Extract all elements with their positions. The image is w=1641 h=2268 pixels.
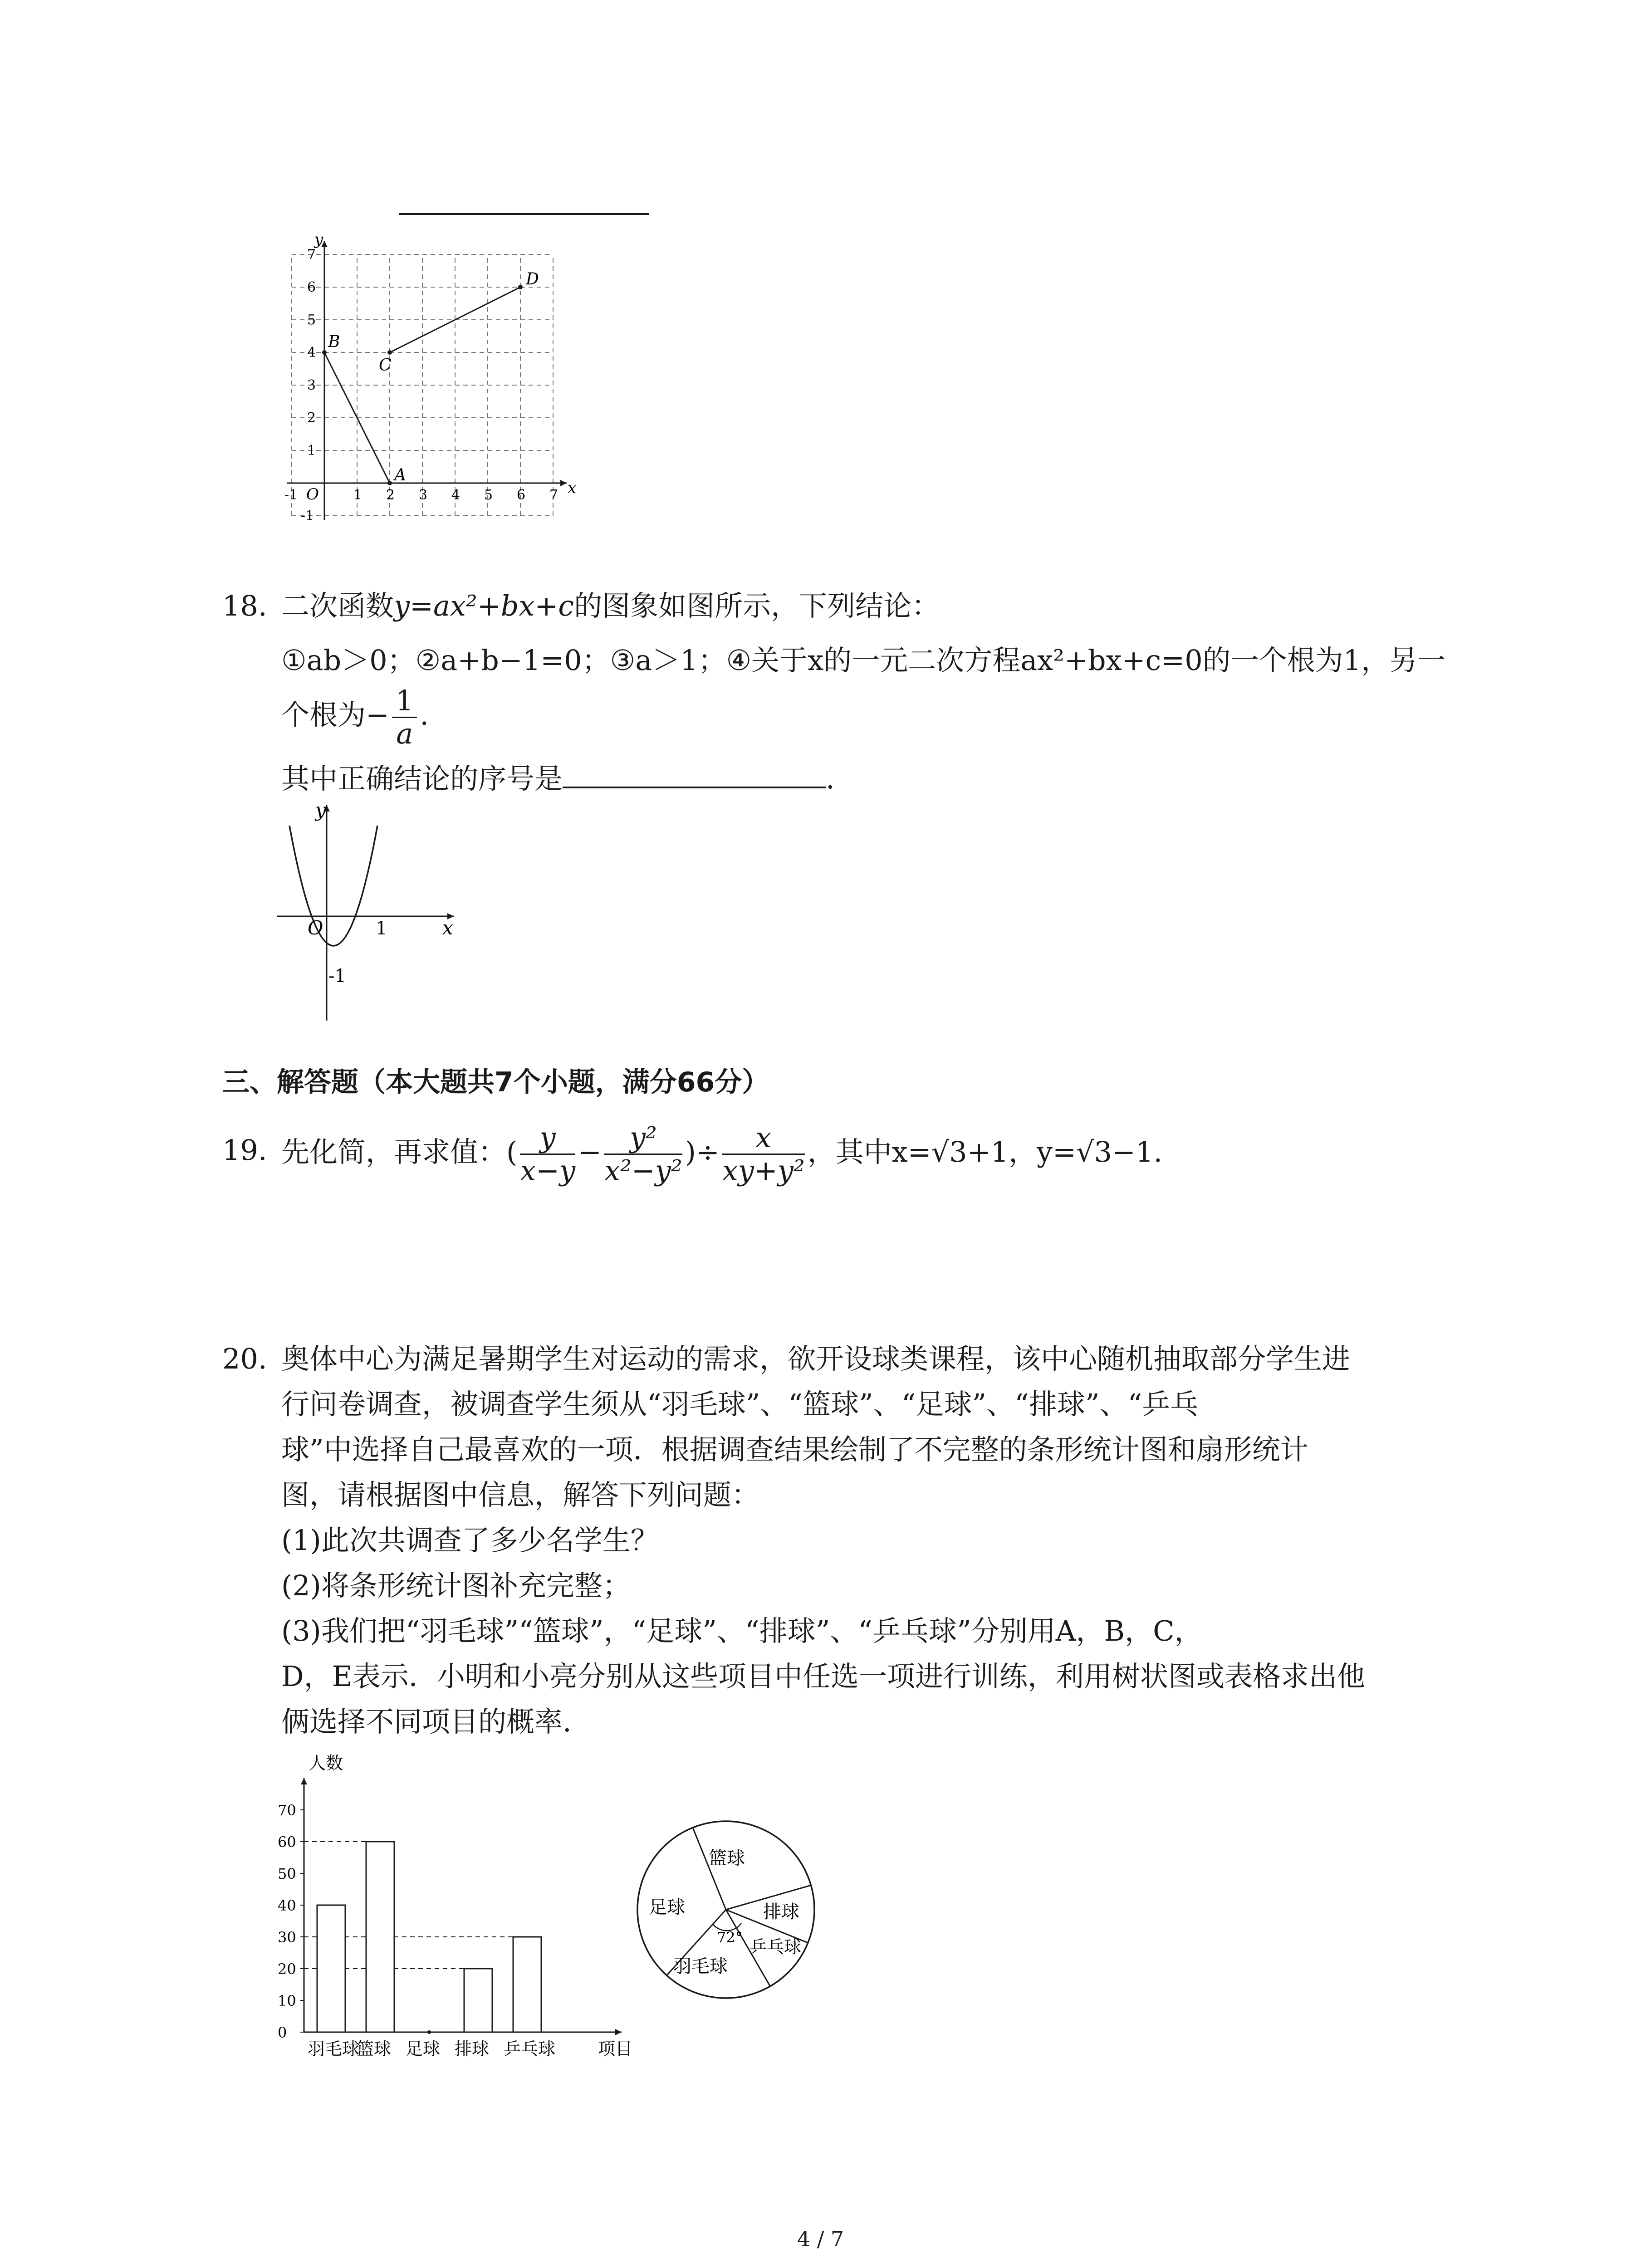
q19-fraction-1 [520, 1122, 575, 1187]
q20-line-1: 奥体中心为满足暑期学生对运动的需求，欲开设球类课程，该中心随机抽取部分学生进 [281, 1342, 1351, 1375]
bar-chart-categories [308, 2039, 555, 2059]
q18-number: 18. [222, 589, 267, 622]
q17-y-tick: 5 [307, 312, 316, 328]
q19-f3-den: xy+y² [722, 1154, 805, 1188]
pie-angle-label: 72° [717, 1929, 743, 1946]
bar-y-tick: 30 [278, 1929, 296, 1946]
q17-origin-label: O [306, 485, 319, 503]
q19-minus: − [578, 1135, 602, 1168]
q18-line3-pre: 个根为− [281, 698, 389, 732]
q17-y-tick: 7 [307, 247, 316, 263]
bar-y-tick: 0 [278, 2024, 287, 2041]
q18-origin-label: O [308, 917, 323, 939]
page-number: 4 / 7 [797, 2227, 844, 2251]
q17-x-tick: -1 [284, 487, 298, 503]
q17-y-tick: -1 [301, 508, 314, 522]
q19-pre: 先化简，再求值：( [281, 1135, 518, 1168]
bar-x-arrow-icon [615, 2029, 622, 2035]
q18-line4-end: . [826, 762, 835, 795]
q20-line-3: 球”中选择自己最喜欢的一项．根据调查结果绘制了不完整的条形统计图和扇形统计 [281, 1433, 1308, 1466]
bar-category-label: 乒乓球 [504, 2039, 556, 2059]
q17-x-tick: 3 [419, 487, 428, 503]
q17-point-label: D [526, 270, 539, 288]
q20-line-2: 行问卷调查，被调查学生须从“羽毛球”、“篮球”、“足球”、“排球”、“乒乓 [281, 1388, 1199, 1421]
q17-x-tick: 5 [484, 487, 493, 503]
bar [317, 1905, 345, 2032]
bar-category-label: 排球 [455, 2039, 490, 2059]
pie-label-basketball: 篮球 [709, 1848, 745, 1869]
bar-chart-bars [317, 1842, 541, 2034]
q19-number: 19. [222, 1134, 267, 1167]
q18-line3 [281, 685, 429, 750]
q17-y-tick: 3 [307, 377, 316, 393]
bar-y-tick: 70 [278, 1802, 296, 1819]
q18-y-label: y [315, 799, 326, 821]
q19-expression [281, 1107, 1162, 1198]
q18-line1-pre: 二次函数 [281, 589, 394, 622]
q18-frac-den: a [396, 717, 413, 750]
q19-mid: )÷ [685, 1135, 720, 1168]
bar-empty-marker [427, 2030, 431, 2034]
q18-line4-text: 其中正确结论的序号是 [281, 762, 563, 795]
q19-f2-num: y² [604, 1122, 682, 1155]
q17-x-label: x [568, 479, 577, 497]
q20-line-8: D，E表示．小明和小亮分别从这些项目中任选一项进行训练，利用树状图或表格求出他 [281, 1660, 1365, 1693]
q18-line1-math: y=ax²+bx+c [394, 589, 574, 622]
q19-f1-den: x−y [520, 1154, 576, 1188]
bar [513, 1937, 541, 2032]
q19-f1-num: y [520, 1122, 575, 1155]
q20-line-5: (1)此次共调查了多少名学生？ [281, 1524, 659, 1557]
q19-f2-den: x²−y² [604, 1154, 682, 1188]
q17-y-tick: 4 [307, 345, 316, 361]
q18-line4 [281, 758, 835, 800]
q17-x-tick: 1 [353, 487, 362, 503]
q17-point [387, 481, 392, 485]
q19-fraction-2 [604, 1122, 682, 1187]
bar-category-label: 羽毛球 [308, 2039, 360, 2059]
q19-f3-num: x [722, 1122, 805, 1155]
q18-line1 [281, 585, 940, 627]
bar-category-label: 篮球 [357, 2039, 392, 2059]
bar [366, 1842, 394, 2032]
q17-point-label: A [394, 466, 406, 484]
q18-fraction [392, 685, 417, 750]
q17-y-tick: 2 [307, 410, 316, 426]
q17-point [387, 350, 392, 355]
q17-segments [322, 270, 539, 485]
q17-x-arrow-icon [560, 480, 567, 486]
q19-post: ，其中x=√3+1，y=√3−1. [807, 1135, 1163, 1168]
bar-y-tick: 10 [278, 1992, 296, 2009]
q20-line-6: (2)将条形统计图补充完整； [281, 1569, 631, 1602]
bar [464, 1969, 492, 2032]
section-heading: 三、解答题（本大题共7个小题，满分66分） [222, 1066, 769, 1098]
bar-y-arrow-icon [301, 1778, 307, 1784]
pie-label-volleyball: 排球 [763, 1901, 799, 1922]
bar-y-tick: 60 [278, 1833, 296, 1851]
q18-x-label: x [442, 917, 453, 939]
q17-point-label: B [328, 332, 340, 351]
pie-label-badminton: 羽毛球 [673, 1956, 728, 1977]
q18-line3-post: . [420, 698, 429, 732]
q17-x-tick: 7 [549, 487, 558, 503]
q18-parabola-curve [289, 826, 377, 946]
q17-y-tick: 6 [307, 279, 316, 295]
q18-root-label: 1 [376, 918, 387, 939]
q18-frac-num: 1 [392, 685, 417, 718]
q18-answer-blank[interactable] [563, 758, 826, 788]
q17-point [322, 350, 327, 355]
q18-line2: ①ab＞0；②a+b−1=0；③a＞1；④关于x的一元二次方程ax²+bx+c=0的一个根为1，另一 [281, 644, 1446, 677]
q20-line-4: 图，请根据图中信息，解答下列问题： [281, 1478, 760, 1511]
q17-x-tick: 2 [386, 487, 395, 503]
q17-y-label: y [314, 230, 323, 249]
q17-tick-labels [284, 247, 558, 522]
q20-bar-chart [254, 1746, 644, 2077]
bar-chart-ticks [278, 1802, 304, 2041]
q17-coordinate-graph [272, 213, 590, 522]
q18-line1-post: 的图象如图所示，下列结论： [574, 589, 940, 622]
q17-x-tick: 4 [451, 487, 460, 503]
q18-parabola-graph [272, 798, 463, 1025]
bar-y-tick: 40 [278, 1897, 296, 1914]
q19-fraction-3 [722, 1122, 805, 1187]
q20-pie-chart [631, 1814, 821, 2005]
q20-number: 20. [222, 1342, 267, 1375]
q17-point [518, 285, 523, 289]
q20-line-9: 俩选择不同项目的概率. [281, 1705, 572, 1738]
q17-x-tick: 6 [517, 487, 526, 503]
bar-y-tick: 50 [278, 1865, 296, 1882]
q18-min-label: -1 [328, 966, 346, 987]
bar-chart-axes [301, 1778, 622, 2035]
bar-xlabel: 项目 [598, 2039, 633, 2059]
q20-line-7: (3)我们把“羽毛球”“篮球”，“足球”、“排球”、“乒乓球”分别用A，B，C， [281, 1614, 1203, 1647]
q17-grid-lines [292, 254, 553, 516]
bar-category-label: 足球 [406, 2039, 441, 2059]
pie-label-football: 足球 [649, 1897, 685, 1918]
bar-y-tick: 20 [278, 1960, 296, 1978]
q17-y-tick: 1 [307, 443, 316, 459]
pie-label-pingpong: 乒乓球 [749, 1937, 802, 1957]
q17-point-label: C [379, 356, 392, 375]
bar-ylabel: 人数 [309, 1753, 343, 1773]
